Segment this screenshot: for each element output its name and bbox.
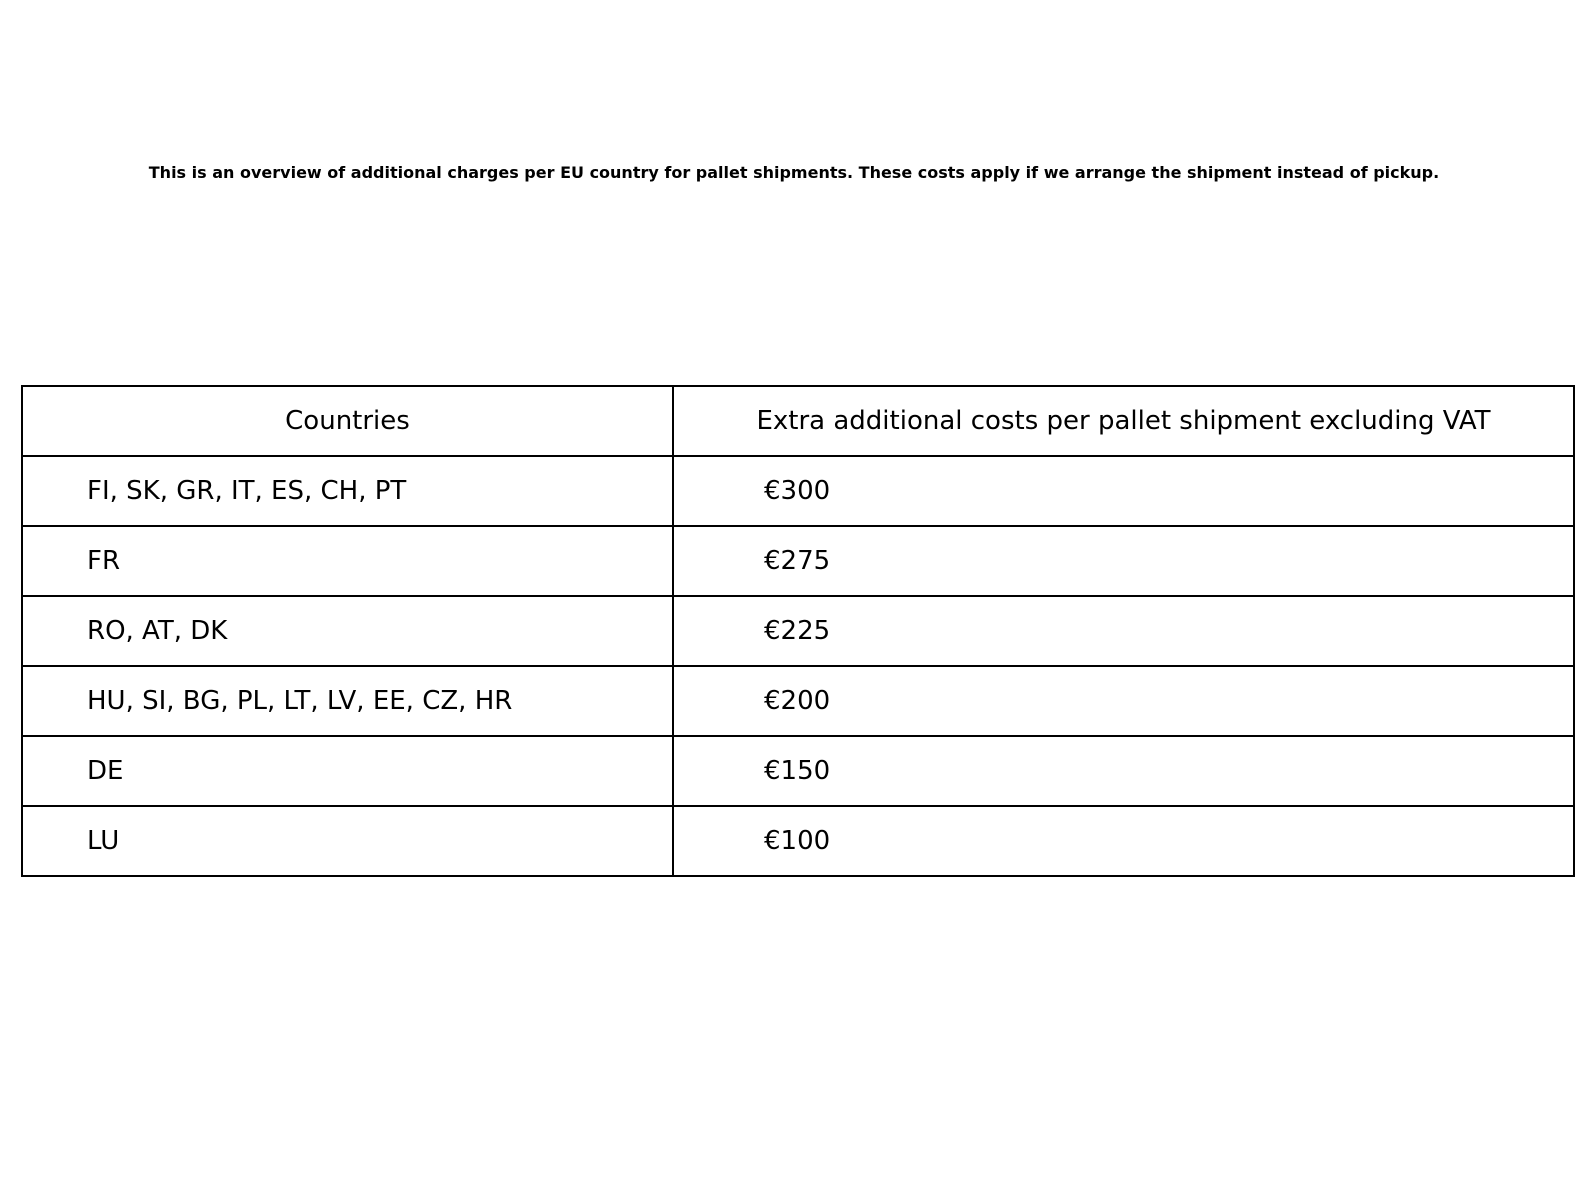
countries-cell: RO, AT, DK xyxy=(22,596,673,666)
countries-cell: FI, SK, GR, IT, ES, CH, PT xyxy=(22,456,673,526)
figure-caption: This is an overview of additional charges per EU country for pallet shipments. These costs apply if we arrange the shipment instead of pickup. xyxy=(148,163,1440,182)
table-row xyxy=(22,456,1574,526)
charges-table xyxy=(21,385,1575,877)
table-row xyxy=(22,526,1574,596)
countries-cell: FR xyxy=(22,526,673,596)
header-extra-costs: Extra additional costs per pallet shipment excluding VAT xyxy=(673,386,1574,456)
table-row xyxy=(22,666,1574,736)
cost-cell: €200 xyxy=(673,666,1574,736)
countries-cell: LU xyxy=(22,806,673,876)
table-row xyxy=(22,806,1574,876)
header-countries: Countries xyxy=(22,386,673,456)
cost-cell: €100 xyxy=(673,806,1574,876)
cost-cell: €300 xyxy=(673,456,1574,526)
cost-cell: €225 xyxy=(673,596,1574,666)
cost-cell: €150 xyxy=(673,736,1574,806)
table-row xyxy=(22,596,1574,666)
cost-cell: €275 xyxy=(673,526,1574,596)
table-header-row xyxy=(22,386,1574,456)
countries-cell: HU, SI, BG, PL, LT, LV, EE, CZ, HR xyxy=(22,666,673,736)
table-row xyxy=(22,736,1574,806)
countries-cell: DE xyxy=(22,736,673,806)
